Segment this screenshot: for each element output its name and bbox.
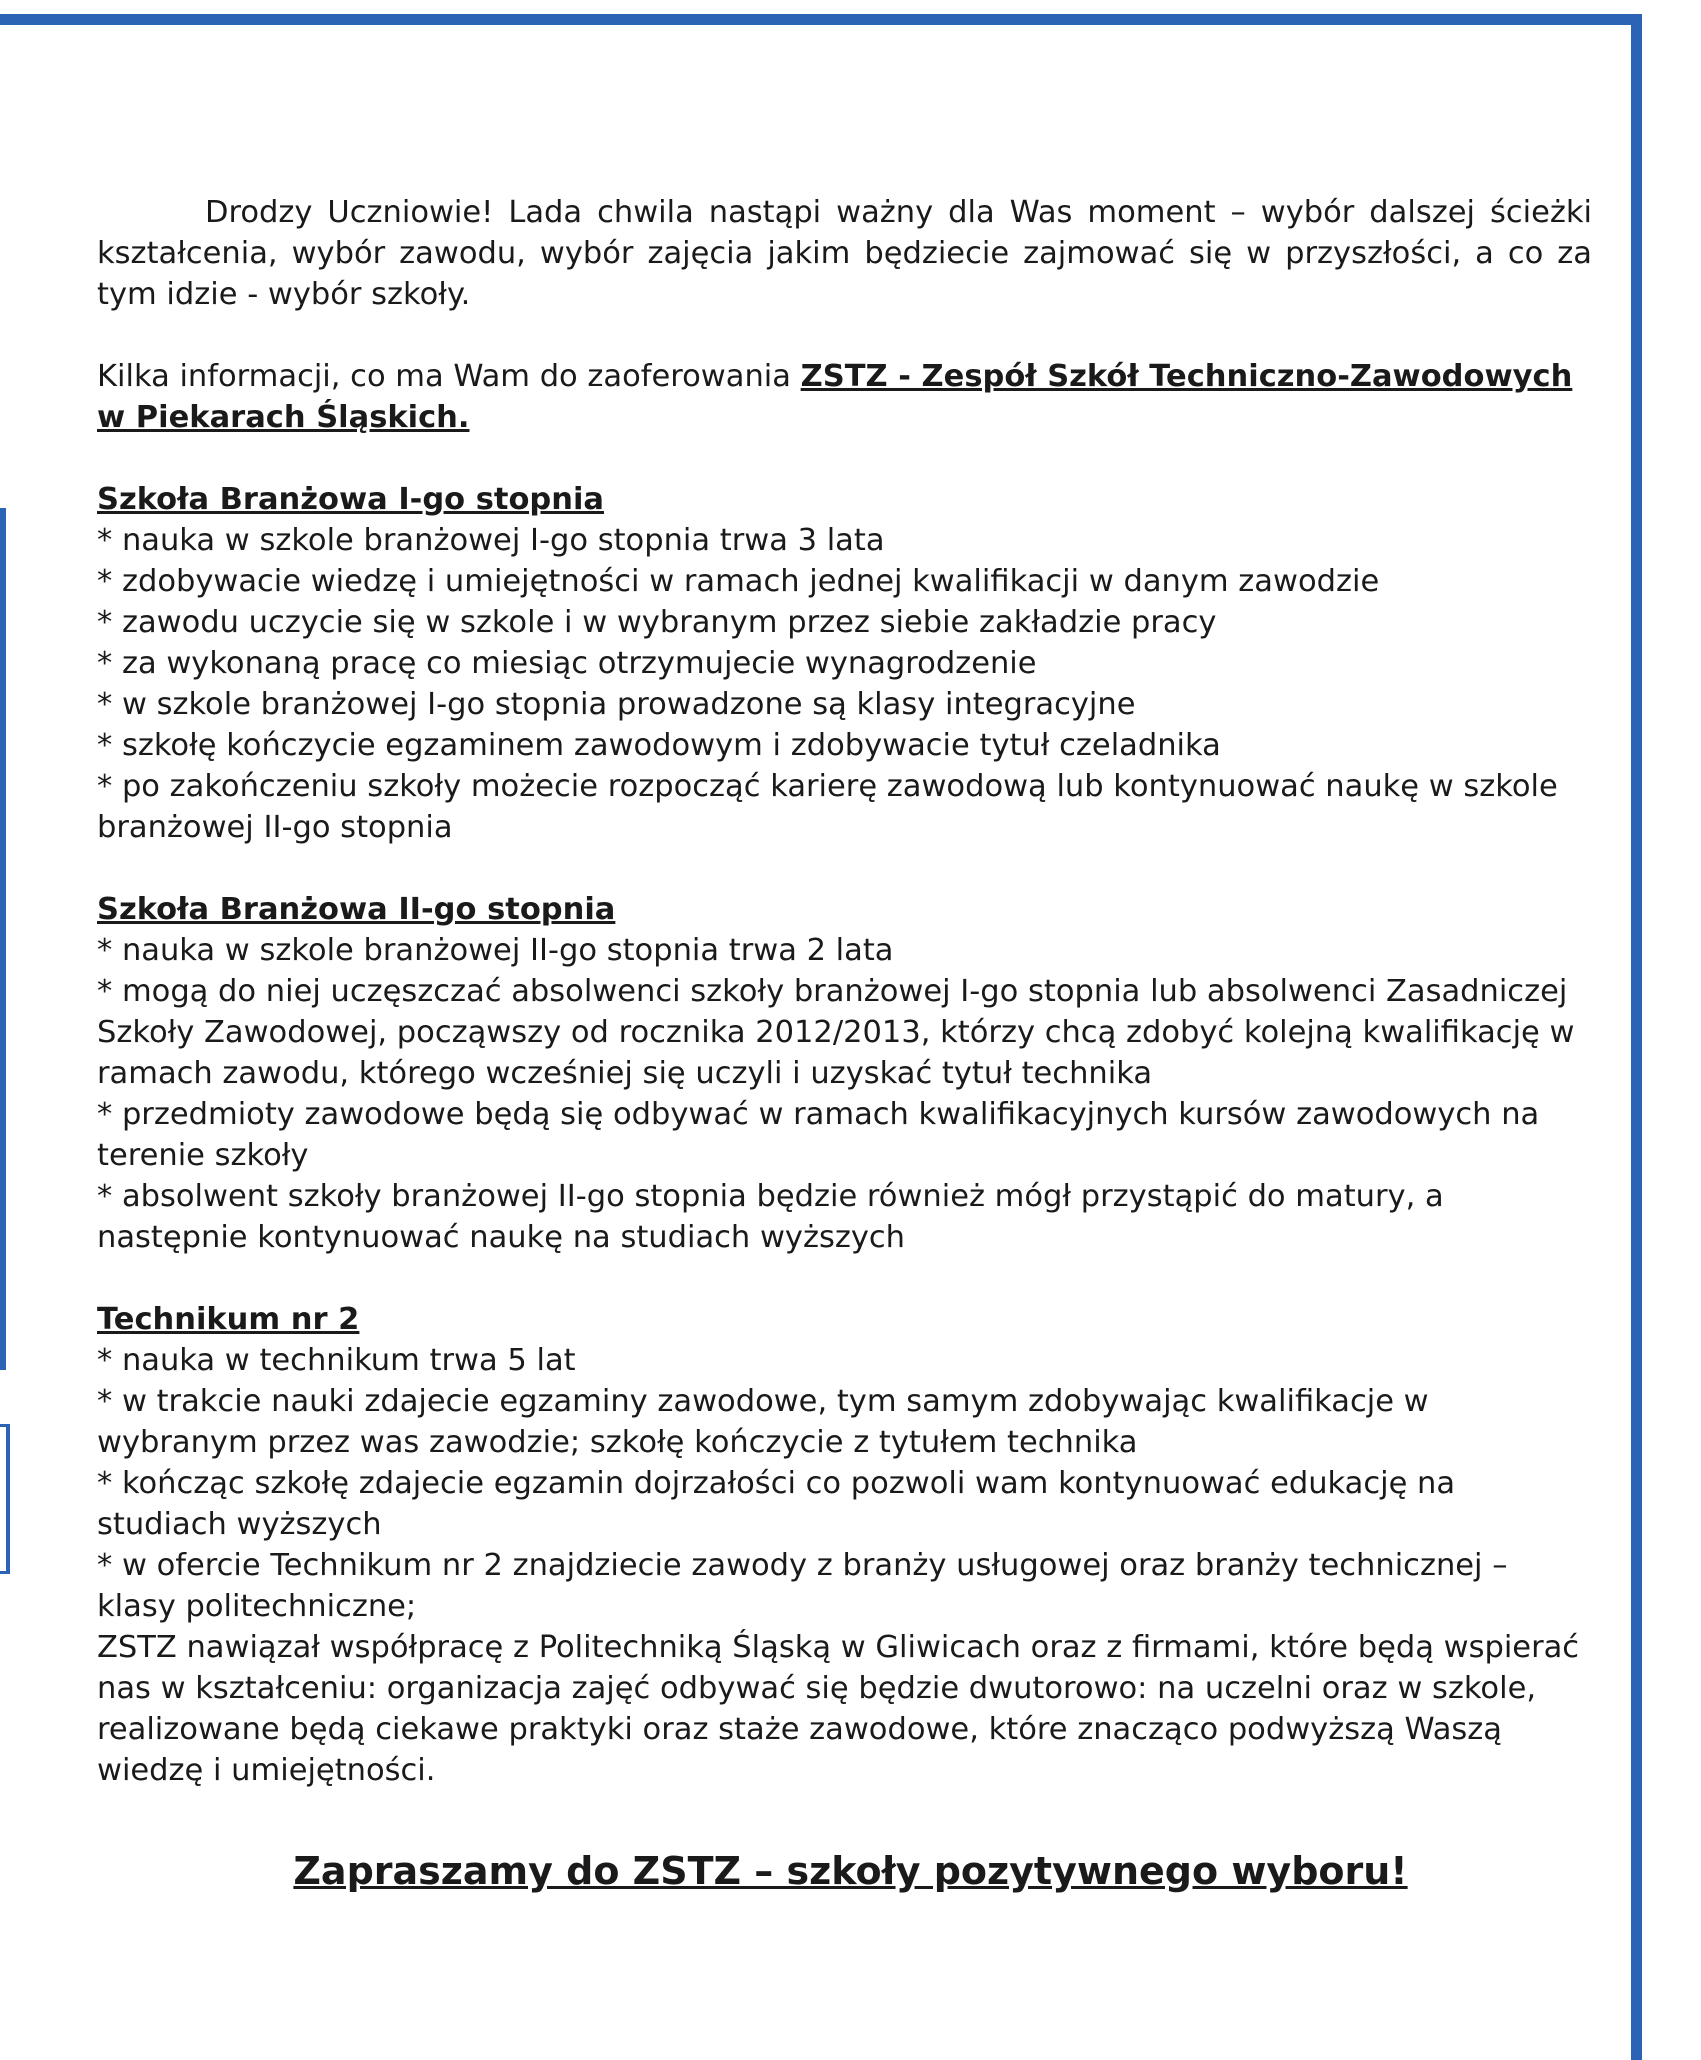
closing-slogan: Zapraszamy do ZSTZ – szkoły pozytywnego wyboru! [293, 1849, 1408, 1893]
offer-lead: Kilka informacji, co ma Wam do zaoferowania [97, 359, 801, 394]
list-item: * w ofercie Technikum nr 2 znajdziecie zawody z branży usługowej oraz branży technicznej – klasy politechniczne; [97, 1548, 1508, 1624]
list-item: * zdobywacie wiedzę i umiejętności w ramach jednej kwalifikacji w danym zawodzie [97, 564, 1380, 599]
intro-paragraph: Drodzy Uczniowie! Lada chwila nastąpi ważny dla Was moment – wybór dalszej ścieżki kształcenia, wybór zawodu, wybór zajęcia jakim będziecie zajmować się w przyszłości, a co za tym idzie - wybór szkoły. [97, 195, 1592, 312]
section-heading: Szkoła Branżowa II-go stopnia [97, 892, 616, 927]
list-item: * mogą do niej uczęszczać absolwenci szkoły branżowej I-go stopnia lub absolwenci Zasadniczej Szkoły Zawodowej, począwszy od rocznika 2012/2013, którzy chcą zdobyć kolejną kwalifikację w ramach zawodu, którego wcześniej się uczyli i uzyskać tytuł technika [97, 974, 1575, 1091]
list-item: * szkołę kończycie egzaminem zawodowym i zdobywacie tytuł czeladnika [97, 728, 1221, 763]
list-item: ZSTZ nawiązał współpracę z Politechniką Śląską w Gliwicach oraz z firmami, które będą wspierać nas w kształceniu: organizacja zajęć odbywać się będzie dwutorowo: na uczelni oraz w szkole, realizowane będą ciekawe praktyki oraz staże zawodowe, które znacząco podwyższą Waszą wiedzę i umiejętności. [97, 1630, 1580, 1788]
list-item: * absolwent szkoły branżowej II-go stopnia będzie również mógł przystąpić do matury, a następnie kontynuować naukę na studiach wyższych [97, 1179, 1444, 1255]
list-item: * w trakcie nauki zdajecie egzaminy zawodowe, tym samym zdobywając kwalifikacje w wybranym przez was zawodzie; szkołę kończycie z tytułem technika [97, 1384, 1429, 1460]
list-item: * przedmioty zawodowe będą się odbywać w ramach kwalifikacyjnych kursów zawodowych na terenie szkoły [97, 1097, 1540, 1173]
document-body [97, 192, 1592, 1832]
section-heading: Technikum nr 2 [97, 1302, 360, 1337]
section-heading: Szkoła Branżowa I-go stopnia [97, 482, 605, 517]
list-item: * nauka w szkole branżowej I-go stopnia trwa 3 lata [97, 523, 885, 558]
offer-paragraph [97, 356, 1592, 438]
background-page-box [0, 1424, 10, 1574]
page-frame-right [1631, 14, 1642, 2060]
section-branzowa-2 [97, 889, 1592, 1258]
list-item: * nauka w szkole branżowej II-go stopnia trwa 2 lata [97, 933, 894, 968]
section-technikum [97, 1299, 1592, 1791]
background-page-edge [0, 508, 6, 1370]
list-item: * nauka w technikum trwa 5 lat [97, 1343, 576, 1378]
section-branzowa-1 [97, 479, 1592, 848]
list-item: * w szkole branżowej I-go stopnia prowadzone są klasy integracyjne [97, 687, 1136, 722]
list-item: * kończąc szkołę zdajecie egzamin dojrzałości co pozwoli wam kontynuować edukację na studiach wyższych [97, 1466, 1456, 1542]
school-name: ZSTZ - Zespół Szkół Techniczno-Zawodowych w Piekarach Śląskich. [97, 359, 1573, 435]
list-item: * po zakończeniu szkoły możecie rozpocząć karierę zawodową lub kontynuować naukę w szkole branżowej II-go stopnia [97, 769, 1558, 845]
page-frame-top [0, 14, 1642, 25]
list-item: * za wykonaną pracę co miesiąc otrzymujecie wynagrodzenie [97, 646, 1037, 681]
list-item: * zawodu uczycie się w szkole i w wybranym przez siebie zakładzie pracy [97, 605, 1217, 640]
